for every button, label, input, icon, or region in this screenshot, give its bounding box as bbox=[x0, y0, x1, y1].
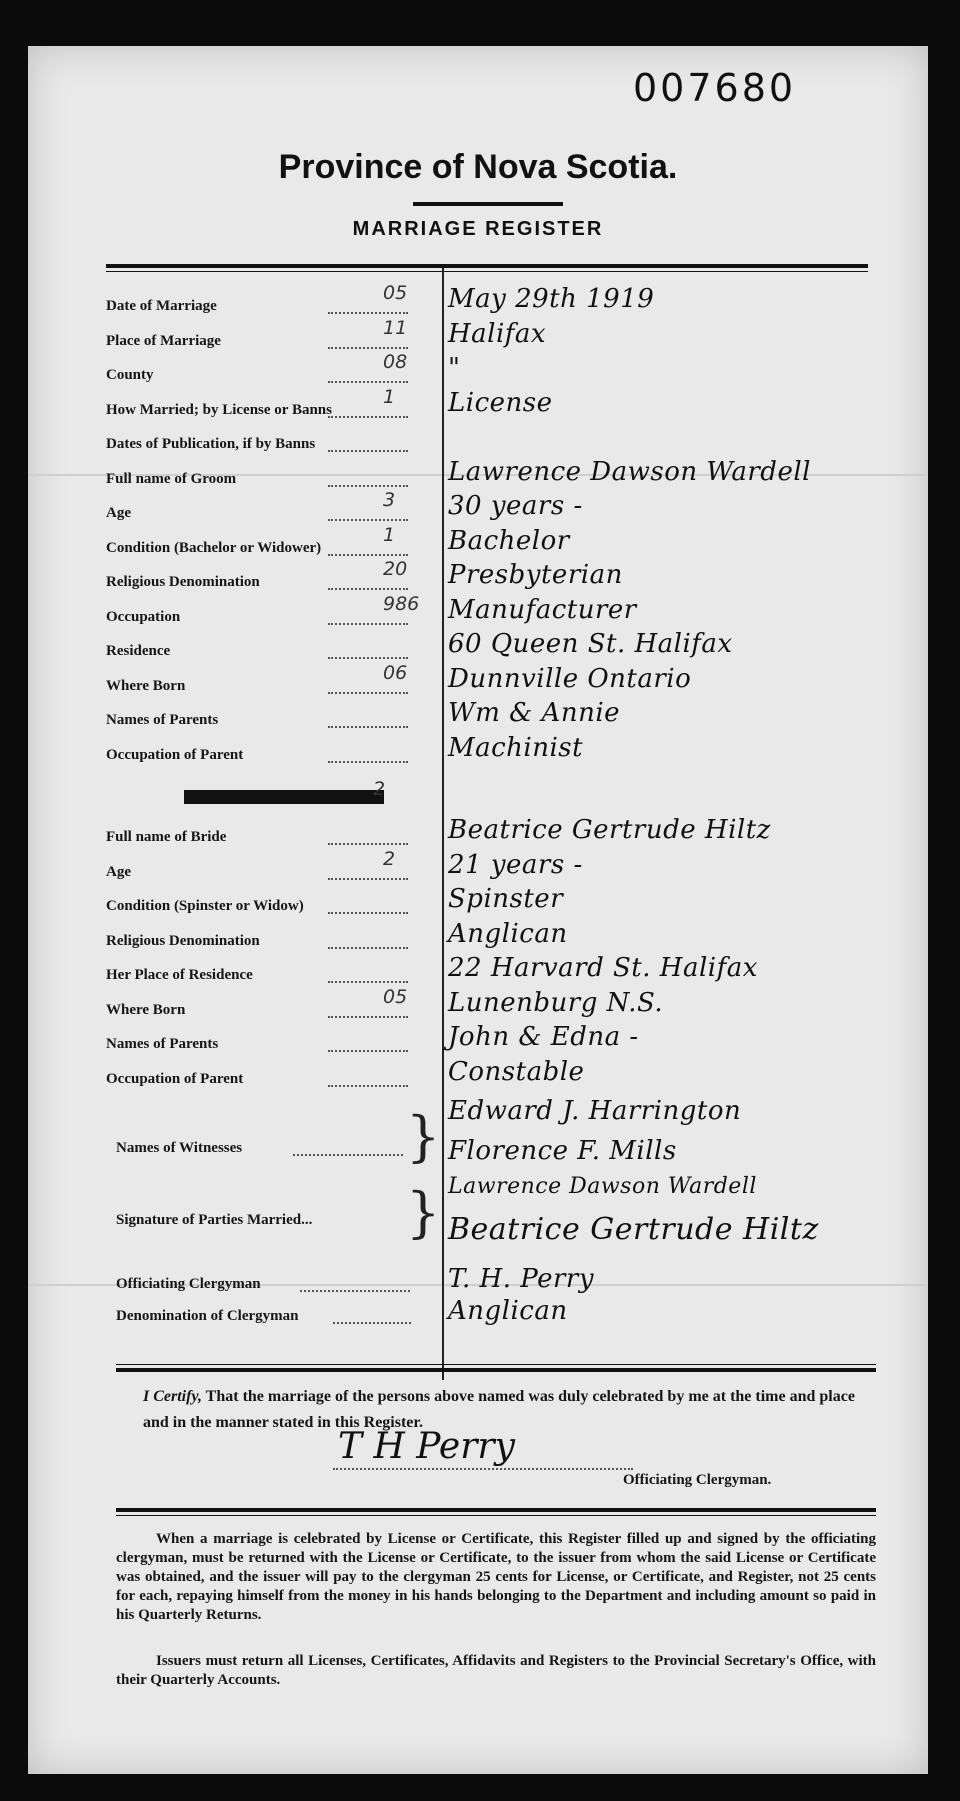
field-value: Dunnville Ontario bbox=[448, 663, 692, 694]
field-code: 08 bbox=[383, 351, 408, 373]
dot-leader bbox=[328, 312, 408, 314]
field-label: Condition (Bachelor or Widower) bbox=[106, 539, 322, 556]
field-value: Lunenburg N.S. bbox=[448, 987, 664, 1018]
dot-leader bbox=[328, 623, 408, 625]
notice-rule-thin bbox=[116, 1515, 876, 1516]
title-rule bbox=[413, 202, 563, 206]
column-divider bbox=[442, 268, 444, 1380]
field-value: Bachelor bbox=[448, 525, 570, 556]
field-value: 22 Harvard St. Halifax bbox=[448, 953, 758, 983]
field-label: Dates of Publication, if by Banns bbox=[106, 436, 316, 452]
field-value: Halifax bbox=[448, 318, 547, 349]
field-code: 1 bbox=[383, 523, 396, 546]
field-label: Age bbox=[106, 863, 131, 880]
field-code: 06 bbox=[383, 661, 408, 684]
field-label: Full name of Groom bbox=[106, 470, 237, 487]
officiating-clergyman-value: T. H. Perry bbox=[448, 1264, 595, 1294]
field-label: How Married; by License or Banns bbox=[106, 401, 332, 418]
field-value: Machinist bbox=[448, 732, 584, 763]
field-code: 2 bbox=[383, 847, 396, 870]
dot-leader bbox=[328, 1050, 408, 1052]
witnesses-brace: } bbox=[406, 1105, 441, 1168]
field-label: Full name of Bride bbox=[106, 829, 227, 845]
field-label: Religious Denomination bbox=[106, 574, 260, 590]
bride-section-code: 2 bbox=[373, 778, 386, 800]
witness-2: Florence F. Mills bbox=[448, 1136, 677, 1166]
dot-leader bbox=[328, 588, 408, 590]
field-code: 1 bbox=[383, 385, 396, 408]
parties-brace: } bbox=[406, 1181, 441, 1244]
dot-leader bbox=[328, 1085, 408, 1087]
certify-lead: I Certify, bbox=[143, 1388, 202, 1405]
dot-leader bbox=[328, 912, 408, 914]
field-label: Occupation of Parent bbox=[106, 746, 244, 763]
field-code: 11 bbox=[383, 316, 408, 339]
parties-label: Signature of Parties Married... bbox=[116, 1212, 313, 1228]
clergy-denomination-label: Denomination of Clergyman bbox=[116, 1308, 299, 1324]
dot-leader bbox=[328, 761, 408, 763]
field-value: 30 years - bbox=[448, 491, 583, 521]
clergy-denomination-value: Anglican bbox=[448, 1296, 568, 1326]
field-code: 986 bbox=[383, 592, 420, 615]
dot-leader bbox=[328, 843, 408, 845]
dot-leader bbox=[328, 726, 408, 728]
field-value: Beatrice Gertrude Hiltz bbox=[448, 815, 771, 845]
officiating-clergyman-caption: Officiating Clergyman. bbox=[623, 1472, 772, 1488]
witnesses-label: Names of Witnesses bbox=[116, 1140, 243, 1156]
field-value: Anglican bbox=[448, 918, 568, 949]
field-label: Names of Parents bbox=[106, 712, 219, 728]
field-label: Her Place of Residence bbox=[106, 967, 253, 983]
notice-rule bbox=[116, 1508, 876, 1512]
clergyman-signature: T H Perry bbox=[338, 1426, 515, 1467]
return-instructions: When a marriage is celebrated by License or Certificate, this Register filled up and signed by the officiating clergyman, must be returned with the License or Certificate, to the issuer from whom the said License or Certificate was obtained, and the issuer will pay to the clergyman 25 cents for License, or Certificate, and Register, not 25 cents for each, repaying himself from the money in his hands belonging to the Department and including amount so paid in his Quarterly Returns. bbox=[116, 1531, 876, 1623]
dot-leader bbox=[328, 485, 408, 487]
dot-leader bbox=[328, 981, 408, 983]
dot-leader bbox=[328, 947, 408, 949]
dot-leader bbox=[328, 347, 408, 349]
officiating-clergyman-label: Officiating Clergyman bbox=[116, 1276, 261, 1292]
field-code: 05 bbox=[383, 282, 408, 304]
dot-leader bbox=[328, 450, 408, 452]
dot-leader bbox=[328, 381, 408, 383]
header-rule bbox=[106, 264, 868, 268]
dot-leader bbox=[328, 657, 408, 659]
dot-leader bbox=[328, 554, 408, 556]
field-label: Where Born bbox=[106, 1001, 186, 1018]
document-number: 007680 bbox=[633, 66, 797, 110]
dot-leader bbox=[328, 416, 408, 418]
certify-rule bbox=[116, 1368, 876, 1372]
field-label: Religious Denomination bbox=[106, 932, 260, 949]
dot-leader bbox=[328, 692, 408, 694]
issuer-instructions: Issuers must return all Licenses, Certificates, Affidavits and Registers to the Provincial Secretary's Office, with their Quarterly Accounts. bbox=[116, 1653, 876, 1688]
dot-leader bbox=[300, 1290, 410, 1292]
field-code: 20 bbox=[383, 558, 408, 580]
field-value: Constable bbox=[448, 1056, 585, 1087]
field-value: Presbyterian bbox=[448, 560, 623, 590]
register-form bbox=[28, 46, 928, 1774]
header-rule-thin bbox=[106, 271, 868, 272]
field-label: Names of Parents bbox=[106, 1036, 219, 1052]
dot-leader bbox=[328, 1016, 408, 1018]
field-value: License bbox=[448, 387, 553, 418]
bride-section-bar bbox=[184, 790, 384, 804]
field-label: Place of Marriage bbox=[106, 332, 221, 349]
signature-line bbox=[333, 1468, 633, 1470]
field-label: Occupation of Parent bbox=[106, 1070, 244, 1087]
field-value: Lawrence Dawson Wardell bbox=[448, 456, 811, 487]
field-value: John & Edna - bbox=[448, 1022, 639, 1052]
field-value: 60 Queen St. Halifax bbox=[448, 629, 733, 659]
document-title: Province of Nova Scotia. bbox=[278, 148, 678, 186]
dot-leader bbox=[333, 1322, 411, 1324]
bride-signature: Beatrice Gertrude Hiltz bbox=[448, 1212, 819, 1247]
field-label: Where Born bbox=[106, 677, 186, 694]
certify-rule-thin bbox=[116, 1364, 876, 1365]
field-label: Residence bbox=[106, 643, 171, 659]
dot-leader bbox=[293, 1154, 403, 1156]
witness-1: Edward J. Harrington bbox=[448, 1096, 742, 1126]
field-label: Occupation bbox=[106, 608, 181, 625]
field-label: Condition (Spinster or Widow) bbox=[106, 898, 304, 914]
field-value: May 29th 1919 bbox=[448, 284, 655, 314]
field-label: County bbox=[106, 367, 154, 383]
certify-text: That the marriage of the persons above named was duly celebrated by me at the time and place and in the manner stated in this Register. bbox=[143, 1388, 855, 1431]
document-subtitle: MARRIAGE REGISTER bbox=[352, 218, 604, 240]
field-value: 21 years - bbox=[448, 849, 583, 880]
groom-signature: Lawrence Dawson Wardell bbox=[448, 1174, 757, 1199]
field-code: 3 bbox=[383, 489, 396, 511]
field-value: Manufacturer bbox=[448, 594, 637, 625]
field-value: Spinster bbox=[448, 884, 564, 914]
field-code: 05 bbox=[383, 985, 408, 1008]
field-value: " bbox=[448, 353, 461, 383]
field-value: Wm & Annie bbox=[448, 698, 621, 728]
dot-leader bbox=[328, 878, 408, 880]
field-label: Date of Marriage bbox=[106, 298, 217, 314]
field-label: Age bbox=[106, 505, 131, 521]
dot-leader bbox=[328, 519, 408, 521]
